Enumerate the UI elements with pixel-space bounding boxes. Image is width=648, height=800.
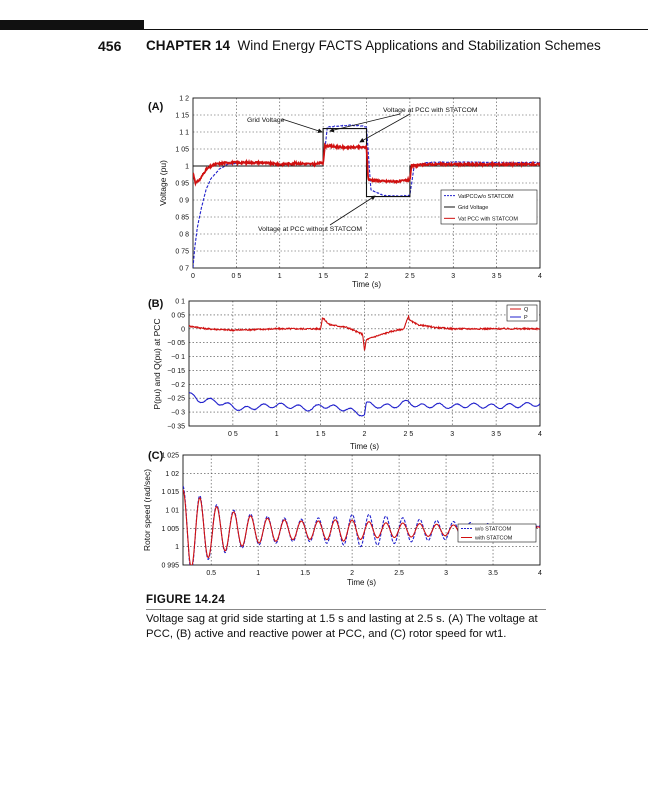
x-tick-label: 3 [451, 273, 456, 280]
y-tick-label: 1 1 [179, 129, 189, 137]
y-tick-label: 0 75 [175, 248, 189, 256]
figure-label: FIGURE 14.24 [146, 594, 226, 606]
y-tick-label: −0 35 [167, 423, 185, 431]
x-tick-label: 0 [191, 273, 195, 280]
x-tick-label: 1 5 [318, 273, 328, 280]
legend-entry: Vat PCC with STATCOM [458, 216, 518, 223]
x-tick-label: 0.5 [206, 570, 217, 577]
x-tick-label: 1 5 [315, 431, 326, 438]
x-tick-label: 3 5 [491, 273, 502, 280]
x-tick-label: 2 [364, 273, 369, 280]
annotation-pcc-with-statcom: Voltage at PCC with STATCOM [383, 107, 478, 114]
y-tick-label: 0 05 [171, 312, 185, 320]
y-tick-label: −0 05 [167, 340, 185, 348]
y-tick-label: −0 2 [171, 381, 185, 389]
x-tick-label: 3 [444, 570, 449, 577]
y-tick-label: 0 8 [179, 231, 189, 239]
y-tick-label: 0 1 [175, 298, 185, 306]
x-tick-label: 3.5 [488, 570, 498, 577]
x-tick-label: 2.5 [394, 570, 404, 577]
legend-entry: w/o STATCOM [475, 526, 512, 533]
x-tick-label: 1.5 [300, 570, 310, 577]
x-tick-label: 2 5 [405, 273, 415, 280]
y-tick-label: 0 [181, 326, 185, 334]
y-tick-label: 0 85 [175, 214, 189, 222]
x-tick-label: 4 [538, 273, 542, 280]
y-tick-label: 1 05 [175, 146, 189, 154]
y-axis-label: P(pu) and Q(pu) at PCC [152, 318, 162, 410]
y-tick-label: 1 005 [161, 525, 179, 533]
panel-label: (B) [148, 298, 164, 310]
x-tick-label: 2 [362, 431, 367, 438]
y-tick-label: −0 1 [171, 354, 185, 362]
y-tick-label: 1 01 [165, 507, 179, 515]
figure-caption: Voltage sag at grid side starting at 1.5 s and lasting at 2.5 s. (A) The voltage at PCC, (B) active and reactive power at PCC, and (C) rotor speed for wt1. [146, 613, 538, 640]
x-tick-label: 3 5 [491, 431, 501, 438]
panel-label: (A) [148, 101, 164, 113]
y-tick-label: −0 25 [167, 395, 185, 403]
legend-entry: with STATCOM [475, 535, 513, 542]
x-tick-label: 1 [274, 431, 279, 438]
y-tick-label: 1 [185, 163, 189, 171]
caption-rule [146, 609, 546, 610]
page-number: 456 [98, 38, 122, 54]
x-axis-label: Time (s) [351, 280, 382, 289]
x-tick-label: 0 5 [231, 273, 242, 280]
y-tick-label: 1 025 [161, 452, 179, 460]
legend-entry: P [524, 315, 528, 322]
y-tick-label: 1 15 [175, 112, 189, 120]
chapter-title: Wind Energy FACTS Applications and Stabilization Schemes [237, 38, 601, 53]
x-axis-label: Time (s) [346, 578, 377, 587]
y-tick-label: 1 [175, 544, 179, 552]
x-tick-label: 0 5 [228, 431, 238, 438]
annotation-arrow [282, 119, 322, 132]
x-tick-label: 1 [277, 273, 282, 280]
y-tick-label: −0 15 [167, 367, 185, 375]
x-tick-label: 1 [256, 570, 261, 577]
panel-label: (C) [148, 450, 164, 462]
x-tick-label: 3 [450, 431, 455, 438]
x-axis-label: Time (s) [349, 442, 380, 451]
legend-box [507, 305, 537, 321]
y-tick-label: 1 2 [179, 95, 189, 103]
x-tick-label: 4 [538, 431, 542, 438]
annotation-arrow [330, 196, 375, 225]
x-tick-label: 2 5 [403, 431, 414, 438]
x-tick-label: 4 [538, 570, 542, 577]
annotation-arrow [360, 114, 410, 142]
y-tick-label: 0 9 [179, 197, 189, 205]
y-tick-label: −0 3 [171, 409, 185, 417]
y-tick-label: 0 7 [179, 265, 189, 273]
x-tick-label: 2 [350, 570, 355, 577]
y-axis-label: Rotor speed (rad/sec) [142, 468, 152, 552]
y-axis-label: Voltage (pu) [158, 160, 168, 206]
y-tick-label: 1 015 [161, 489, 179, 497]
y-tick-label: 0 95 [175, 180, 189, 188]
y-tick-label: 1 02 [165, 470, 179, 478]
legend-entry: VatPCCw/o STATCOM [458, 193, 514, 200]
annotation-grid-voltage: Grid Voltage [247, 117, 285, 124]
y-tick-label: 0 995 [161, 562, 179, 570]
legend-entry: Q [524, 307, 529, 314]
chapter-label: CHAPTER 14 [146, 38, 231, 53]
legend-entry: Grid Voltage [458, 205, 489, 212]
annotation-pcc-without-statcom: Voltage at PCC without STATCOM [258, 226, 363, 233]
